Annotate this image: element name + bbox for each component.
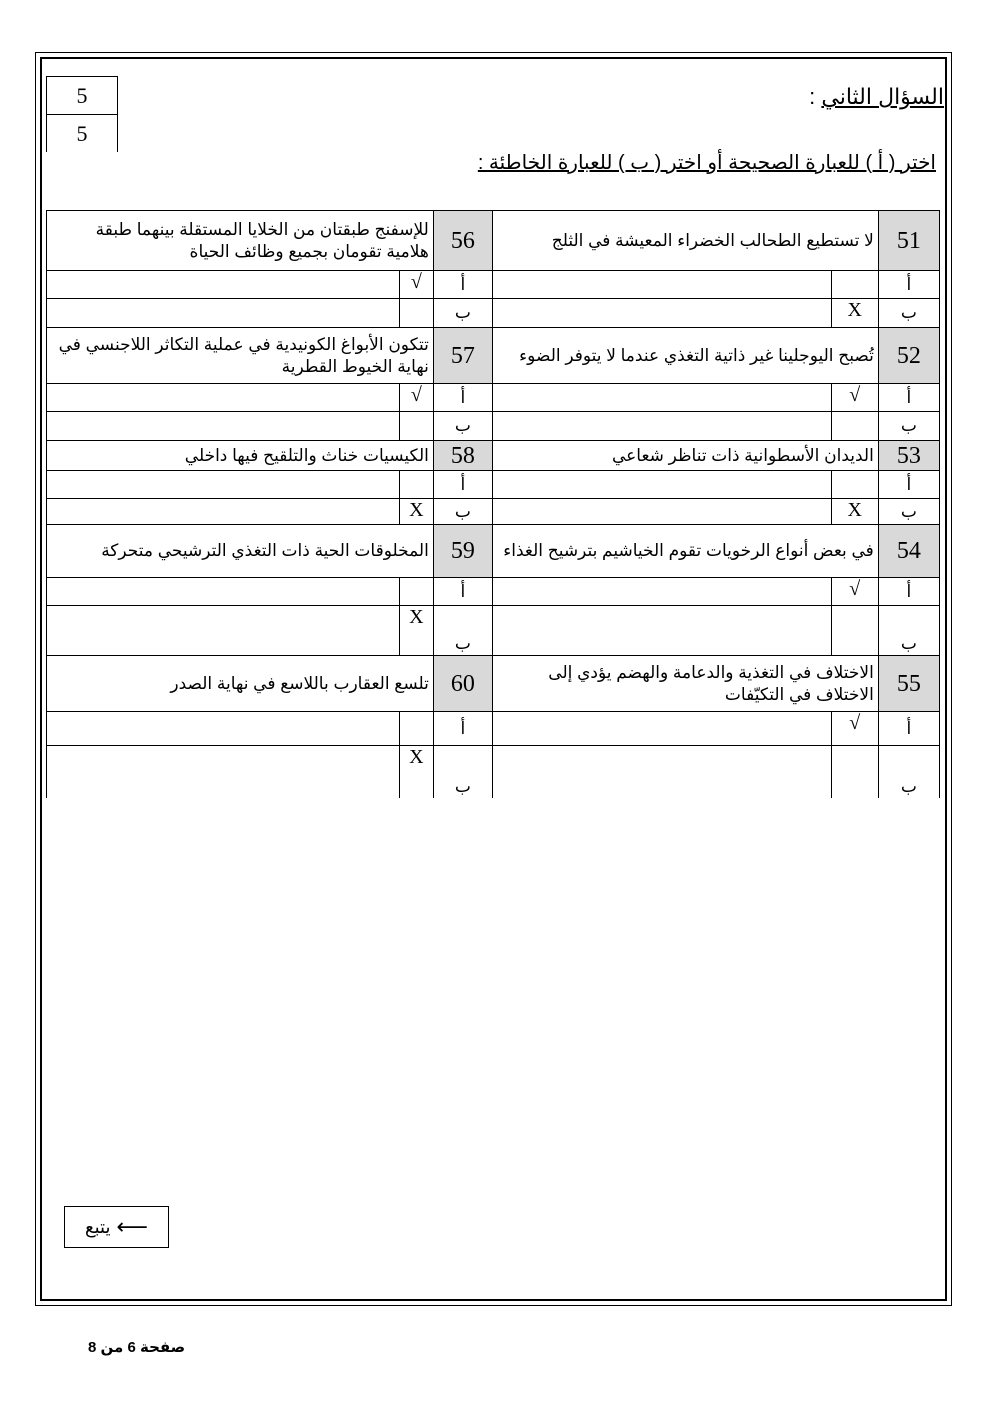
true-false-table [46, 210, 940, 798]
answer-blank [47, 271, 400, 299]
choice-a-row [47, 578, 940, 606]
choice-label-a: أ [878, 471, 939, 499]
choice-label-b: ب [433, 412, 492, 441]
page-footer: صفحة 6 من 8 [88, 1339, 186, 1356]
answer-mark-a[interactable] [399, 578, 433, 606]
statement-number: 52 [878, 328, 939, 384]
statement-text: تُصبح اليوجلينا غير ذاتية التغذي عندما لا يتوفر الضوء [492, 328, 878, 384]
choice-b-row [47, 299, 940, 328]
score-bottom: 5 [47, 115, 118, 153]
choice-label-b: ب [878, 499, 939, 525]
choice-label-a: أ [878, 271, 939, 299]
answer-blank [47, 712, 400, 746]
statement-text: تلسع العقارب باللاسع في نهاية الصدر [47, 656, 434, 712]
answer-blank [492, 299, 831, 328]
choice-a-row [47, 471, 940, 499]
statement-text: الاختلاف في التغذية والدعامة والهضم يؤدي إلى الاختلاف في التكيّفات [492, 656, 878, 712]
answer-blank [492, 412, 831, 441]
statement-number: 57 [433, 328, 492, 384]
answer-mark-b[interactable]: X [399, 606, 433, 656]
statement-text: الكيسيات خناث والتلقيح فيها داخلي [47, 441, 434, 471]
statement-text: المخلوقات الحية ذات التغذي الترشيحي متحركة [47, 525, 434, 578]
answer-mark-b[interactable] [399, 299, 433, 328]
answer-mark-b[interactable]: X [399, 746, 433, 798]
statement-number: 59 [433, 525, 492, 578]
choice-b-row [47, 746, 940, 798]
statement-number: 58 [433, 441, 492, 471]
question-row [47, 441, 940, 471]
statement-text: الديدان الأسطوانية ذات تناظر شعاعي [492, 441, 878, 471]
answer-mark-a[interactable] [399, 471, 433, 499]
choice-label-a: أ [433, 384, 492, 412]
choice-b-row [47, 412, 940, 441]
answer-mark-b[interactable]: X [399, 499, 433, 525]
answer-mark-b[interactable] [831, 412, 878, 441]
choice-label-a: أ [878, 712, 939, 746]
continue-label: يتبع [85, 1216, 111, 1237]
answer-mark-b[interactable] [831, 746, 878, 798]
answer-blank [492, 384, 831, 412]
answer-mark-b[interactable]: X [831, 299, 878, 328]
answer-blank [47, 606, 400, 656]
choice-label-b: ب [878, 606, 939, 656]
answer-blank [47, 471, 400, 499]
answer-mark-b[interactable] [831, 606, 878, 656]
question-title [809, 84, 944, 110]
answer-blank [492, 578, 831, 606]
statement-number: 51 [878, 211, 939, 271]
answer-mark-b[interactable] [399, 412, 433, 441]
answer-blank [492, 712, 831, 746]
statement-text: تتكون الأبواغ الكونيدية في عملية التكاثر اللاجنسي في نهاية الخيوط القطرية [47, 328, 434, 384]
score-top: 5 [47, 77, 118, 115]
answer-mark-a[interactable] [831, 271, 878, 299]
answer-mark-a[interactable]: √ [831, 384, 878, 412]
statement-number: 56 [433, 211, 492, 271]
choice-label-b: ب [878, 412, 939, 441]
choice-label-a: أ [433, 578, 492, 606]
question-title-colon: : [809, 84, 816, 109]
choice-b-row [47, 606, 940, 656]
statement-text: لا تستطيع الطحالب الخضراء المعيشة في الثلج [492, 211, 878, 271]
answer-blank [492, 471, 831, 499]
statement-number: 53 [878, 441, 939, 471]
statement-number: 55 [878, 656, 939, 712]
answer-blank [492, 746, 831, 798]
answer-blank [47, 299, 400, 328]
answer-blank [492, 271, 831, 299]
answer-mark-a[interactable]: √ [831, 578, 878, 606]
left-arrow-icon: ⟵ [116, 1214, 148, 1239]
answer-mark-a[interactable]: √ [399, 384, 433, 412]
question-row [47, 328, 940, 384]
question-title-text: السؤال الثاني [821, 84, 944, 109]
choice-a-row [47, 712, 940, 746]
answer-mark-a[interactable]: √ [831, 712, 878, 746]
choice-b-row [47, 499, 940, 525]
answer-mark-b[interactable]: X [831, 499, 878, 525]
question-row [47, 211, 940, 271]
answer-blank [492, 499, 831, 525]
choice-label-a: أ [878, 384, 939, 412]
choice-a-row [47, 271, 940, 299]
answer-blank [47, 384, 400, 412]
statement-number: 54 [878, 525, 939, 578]
answer-blank [492, 606, 831, 656]
instructions: اختر ( أ ) للعبارة الصحيحة أو اختر ( ب ) للعبارة الخاطئة : [477, 152, 936, 174]
statement-number: 60 [433, 656, 492, 712]
choice-label-b: ب [433, 746, 492, 798]
statement-text: في بعض أنواع الرخويات تقوم الخياشيم بترشيح الغذاء [492, 525, 878, 578]
choice-label-b: ب [878, 299, 939, 328]
answer-blank [47, 578, 400, 606]
choice-label-a: أ [433, 471, 492, 499]
answer-mark-a[interactable] [399, 712, 433, 746]
question-row [47, 656, 940, 712]
continue-box [64, 1206, 169, 1248]
choice-label-b: ب [433, 606, 492, 656]
question-row [47, 525, 940, 578]
answer-mark-a[interactable]: √ [399, 271, 433, 299]
answer-blank [47, 499, 400, 525]
choice-label-a: أ [433, 712, 492, 746]
statement-text: للإسفنج طبقتان من الخلايا المستقلة بينهما طبقة هلامية تقومان بجميع وظائف الحياة [47, 211, 434, 271]
choice-label-a: أ [878, 578, 939, 606]
choice-label-a: أ [433, 271, 492, 299]
answer-blank [47, 746, 400, 798]
choice-label-b: ب [433, 499, 492, 525]
choice-a-row [47, 384, 940, 412]
score-box [46, 76, 118, 152]
choice-label-b: ب [433, 299, 492, 328]
choice-label-b: ب [878, 746, 939, 798]
answer-blank [47, 412, 400, 441]
answer-mark-a[interactable] [831, 471, 878, 499]
